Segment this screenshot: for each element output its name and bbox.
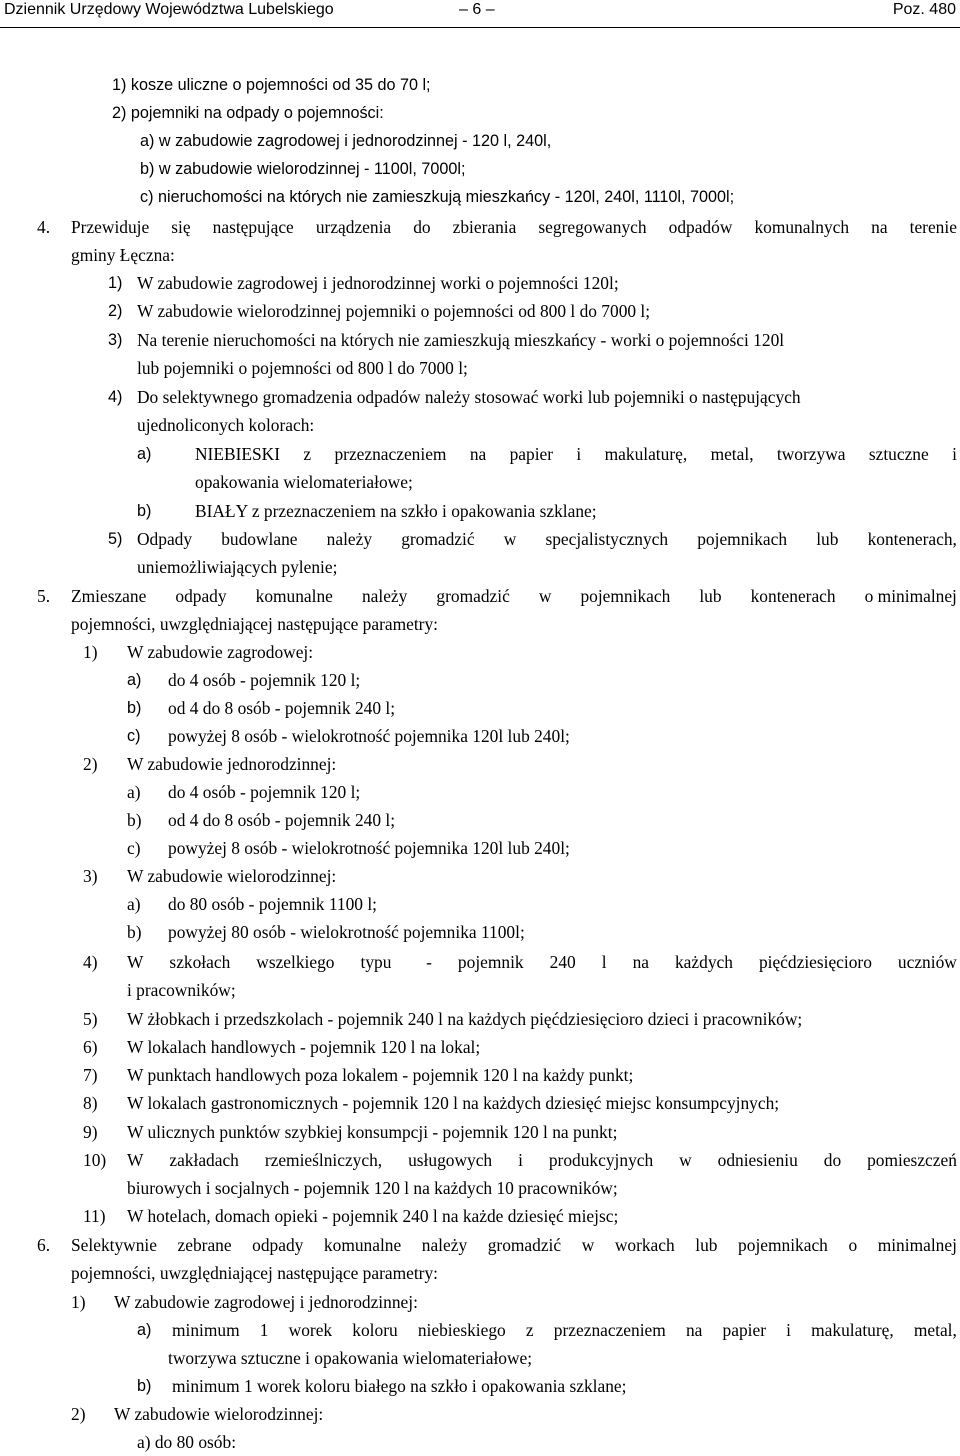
word: odpady: [175, 586, 227, 606]
word: papier: [722, 1320, 766, 1340]
list-item: W zabudowie zagrodowej i jednorodzinnej:: [114, 1292, 418, 1312]
list-item: minimum 1 worek koloru białego na szkło i opakowania szklane;: [172, 1376, 627, 1396]
item-letter: b): [127, 922, 142, 942]
word: l: [601, 952, 607, 972]
list-item: Do selektywnego gromadzenia odpadów należy stosować worki lub pojemniki o następujących: [137, 387, 801, 407]
word: się: [171, 217, 191, 237]
word: o minimalnej: [864, 586, 957, 606]
word: pięćdziesięcioro: [758, 952, 872, 972]
list-item: c) nieruchomości na których nie zamieszkują mieszkańcy - 120l, 240l, 1110l, 7000l;: [140, 188, 735, 206]
word: zebrane: [177, 1235, 232, 1255]
item-number: 1): [108, 274, 123, 292]
list-item-cont: lub pojemniki o pojemności od 800 l do 7000 l;: [137, 358, 468, 378]
word: i: [576, 444, 582, 464]
item-letter: a): [137, 445, 152, 463]
section-intro-cont: pojemności, uwzględniającej następujące parametry:: [71, 1263, 438, 1283]
word: należy: [326, 529, 373, 549]
word: odpady: [252, 1235, 304, 1255]
item-letter: b): [137, 1377, 152, 1395]
item-number: 4): [83, 952, 98, 972]
item-number: 8): [83, 1093, 98, 1113]
item-letter: c): [127, 727, 141, 745]
list-item: BIAŁY z przeznaczeniem na szkło i opakowania szklane;: [195, 501, 597, 521]
list-item: W hotelach, domach opieki - pojemnik 240 l na każde dziesięć miejsc;: [127, 1206, 619, 1226]
section-number: 6.: [37, 1235, 51, 1255]
item-letter: b): [127, 810, 142, 830]
word: zbierania: [452, 217, 517, 237]
word: komunalnych: [754, 217, 850, 237]
word: lub: [695, 1235, 718, 1255]
word: koloru: [352, 1320, 398, 1340]
word: lub: [699, 586, 722, 606]
list-item: W zabudowie zagrodowej i jednorodzinnej worki o pojemności 120l;: [137, 273, 619, 293]
list-item: od 4 do 8 osób - pojemnik 240 l;: [168, 810, 396, 830]
word: segregowanych: [538, 217, 647, 237]
list-item: W zabudowie jednorodzinnej:: [127, 754, 337, 774]
word: metal,: [913, 1320, 957, 1340]
section-intro-cont: pojemności, uwzględniającej następujące parametry:: [71, 614, 438, 634]
section-intro: [71, 1231, 957, 1259]
list-item: powyżej 80 osób - wielokrotność pojemnika 1100l;: [168, 922, 525, 942]
list-item: W zabudowie wielorodzinnej pojemniki o pojemności od 800 l do 7000 l;: [137, 301, 651, 321]
list-item: W punktach handlowych poza lokalem - pojemnik 120 l na każdy punkt;: [127, 1065, 634, 1085]
word: kontenerach,: [867, 529, 957, 549]
word: budowlane: [221, 529, 298, 549]
word: na: [632, 952, 649, 972]
word: na: [469, 444, 487, 464]
word: lub: [816, 529, 839, 549]
list-item-cont: opakowania wielomateriałowe;: [195, 472, 413, 492]
list-item: W żłobkach i przedszkolach - pojemnik 240 l na każdych pięćdziesięcioro dzieci i pracowników;: [127, 1009, 803, 1029]
section-intro-cont: gminy Łęczna:: [71, 245, 175, 265]
word: gromadzić: [436, 586, 510, 606]
list-item-cont: ujednoliconych kolorach:: [137, 415, 315, 435]
word: tworzywa: [776, 444, 846, 464]
word: produkcyjnych: [548, 1150, 654, 1170]
section-number: 4.: [37, 217, 51, 237]
word: do: [413, 217, 431, 237]
word: makulaturę,: [604, 444, 688, 464]
word: na: [685, 1320, 703, 1340]
word: i: [786, 1320, 791, 1340]
word: i: [518, 1150, 523, 1170]
word: 240: [549, 952, 576, 972]
word: workach: [614, 1235, 675, 1255]
journal-title: Dziennik Urzędowy Województwa Lubelskiego: [4, 1, 334, 18]
word: z: [525, 1320, 534, 1340]
word: komunalne: [255, 586, 333, 606]
word: minimalnej: [877, 1235, 957, 1255]
item-number: 6): [83, 1037, 98, 1057]
word: usługowych: [408, 1150, 493, 1170]
list-item-cont: tworzywa sztuczne i opakowania wielomateriałowe;: [168, 1348, 533, 1368]
list-item: do 4 osób - pojemnik 120 l;: [168, 670, 361, 690]
list-item-cont: biurowych i socjalnych - pojemnik 120 l na każdych 10 pracowników;: [127, 1178, 618, 1198]
list-item: [172, 1316, 957, 1344]
list-item: [127, 1146, 957, 1174]
item-number: 3): [83, 866, 98, 886]
item-number: 1): [71, 1292, 86, 1312]
word: gromadzić: [401, 529, 475, 549]
list-item: powyżej 8 osób - wielokrotność pojemnika 120l lub 240l;: [168, 726, 570, 746]
item-number: 7): [83, 1065, 98, 1085]
word: zakładach: [169, 1150, 239, 1170]
item-number: 2): [83, 754, 98, 774]
word: metal,: [710, 444, 754, 464]
word: każdych: [674, 952, 733, 972]
list-item: [195, 440, 957, 468]
list-item: W zabudowie wielorodzinnej:: [114, 1404, 324, 1424]
word: kontenerach: [750, 586, 836, 606]
item-number: 5): [83, 1009, 98, 1029]
word: w: [679, 1150, 692, 1170]
list-item: do 80 osób - pojemnik 1100 l;: [168, 894, 378, 914]
item-number: 11): [83, 1206, 106, 1226]
word: szkołach: [169, 952, 231, 972]
list-item: b) w zabudowie wielorodzinnej - 1100l, 7000l;: [140, 160, 466, 178]
item-letter: b): [127, 699, 142, 717]
word: pojemnikach: [738, 1235, 828, 1255]
word: papier: [509, 444, 554, 464]
word: na: [871, 217, 888, 237]
list-item: od 4 do 8 osób - pojemnik 240 l;: [168, 698, 396, 718]
item-letter: a): [137, 1321, 152, 1339]
word: terenie: [909, 217, 957, 237]
word: gromadzić: [487, 1235, 562, 1255]
word: W: [127, 1150, 144, 1170]
word: przeznaczeniem: [553, 1320, 666, 1340]
word: uczniów: [897, 952, 957, 972]
word: komunalne: [323, 1235, 402, 1255]
item-letter: a): [127, 671, 142, 689]
word: minimum: [172, 1320, 240, 1340]
word: następujące: [212, 217, 294, 237]
list-item: 1) kosze uliczne o pojemności od 35 do 70 l;: [112, 76, 431, 94]
list-item: W zabudowie zagrodowej:: [127, 642, 314, 662]
word: odpadów: [668, 217, 733, 237]
word: odniesieniu: [717, 1150, 798, 1170]
item-letter: b): [137, 502, 152, 520]
word: należy: [361, 586, 408, 606]
word: z: [303, 444, 312, 464]
list-item-cont: i pracowników;: [127, 980, 236, 1000]
list-item: W zabudowie wielorodzinnej:: [127, 866, 337, 886]
word: w: [503, 529, 517, 549]
item-number: 2): [108, 302, 123, 320]
list-item: a) do 80 osób:: [137, 1432, 237, 1452]
list-item: [137, 525, 957, 553]
word: pojemnikach: [697, 529, 788, 549]
item-number: 3): [108, 331, 123, 349]
word: wszelkiego: [256, 952, 335, 972]
word: do: [823, 1150, 842, 1170]
word: specjalistycznych: [545, 529, 669, 549]
item-number: 4): [108, 388, 123, 406]
list-item: W lokalach handlowych - pojemnik 120 l na lokal;: [127, 1037, 481, 1057]
list-item: [127, 948, 957, 976]
word: i: [952, 444, 957, 464]
list-item-cont: uniemożliwiających pylenie;: [137, 557, 338, 577]
word: Przewiduje: [71, 217, 150, 237]
item-number: 9): [83, 1122, 98, 1142]
list-item: a) w zabudowie zagrodowej i jednorodzinnej - 120 l, 240l,: [140, 132, 552, 150]
item-letter: a): [127, 894, 141, 914]
word: niebieskiego: [417, 1320, 506, 1340]
section-intro: [71, 213, 957, 241]
word: makulaturę,: [811, 1320, 894, 1340]
position-number: Poz. 480: [892, 1, 956, 18]
page-header: [0, 0, 960, 28]
item-letter: a): [127, 782, 141, 802]
word: typu: [360, 952, 392, 972]
word: 1: [259, 1320, 269, 1340]
word: worek: [288, 1320, 333, 1340]
word: w: [538, 586, 552, 606]
section-intro: [71, 582, 957, 610]
word: Zmieszane: [71, 586, 147, 606]
word: NIEBIESKI: [195, 444, 281, 464]
word: pomieszczeń: [867, 1150, 957, 1170]
word: w: [581, 1235, 595, 1255]
list-item: W ulicznych punktów szybkiej konsumpcji - pojemnik 120 l na punkt;: [127, 1122, 618, 1142]
word: Selektywnie: [71, 1235, 157, 1255]
word: o: [848, 1235, 858, 1255]
list-item: powyżej 8 osób - wielokrotność pojemnika 120l lub 240l;: [168, 838, 570, 858]
word: należy: [421, 1235, 468, 1255]
word: pojemnikach: [580, 586, 671, 606]
word: rzemieślniczych,: [264, 1150, 383, 1170]
item-number: 5): [108, 530, 123, 548]
list-item: W lokalach gastronomicznych - pojemnik 120 l na każdych dziesięć miejsc konsumpcyjnych;: [127, 1093, 780, 1113]
word: Odpady: [137, 529, 193, 549]
item-number: 2): [71, 1404, 86, 1424]
word: sztuczne: [868, 444, 929, 464]
section-number: 5.: [37, 586, 51, 606]
word: -: [417, 952, 432, 972]
list-item: Na terenie nieruchomości na których nie zamieszkują mieszkańcy - worki o pojemności 120l: [137, 330, 785, 350]
page-number: – 6 –: [459, 1, 495, 18]
word: urządzenia: [315, 217, 392, 237]
list-item: do 4 osób - pojemnik 120 l;: [168, 782, 361, 802]
item-number: 10): [83, 1150, 107, 1170]
item-number: 1): [83, 642, 98, 662]
list-item: 2) pojemniki na odpady o pojemności:: [112, 104, 384, 122]
word: W: [127, 952, 144, 972]
item-letter: c): [127, 838, 141, 858]
word: przeznaczeniem: [334, 444, 447, 464]
word: pojemnik: [457, 952, 524, 972]
